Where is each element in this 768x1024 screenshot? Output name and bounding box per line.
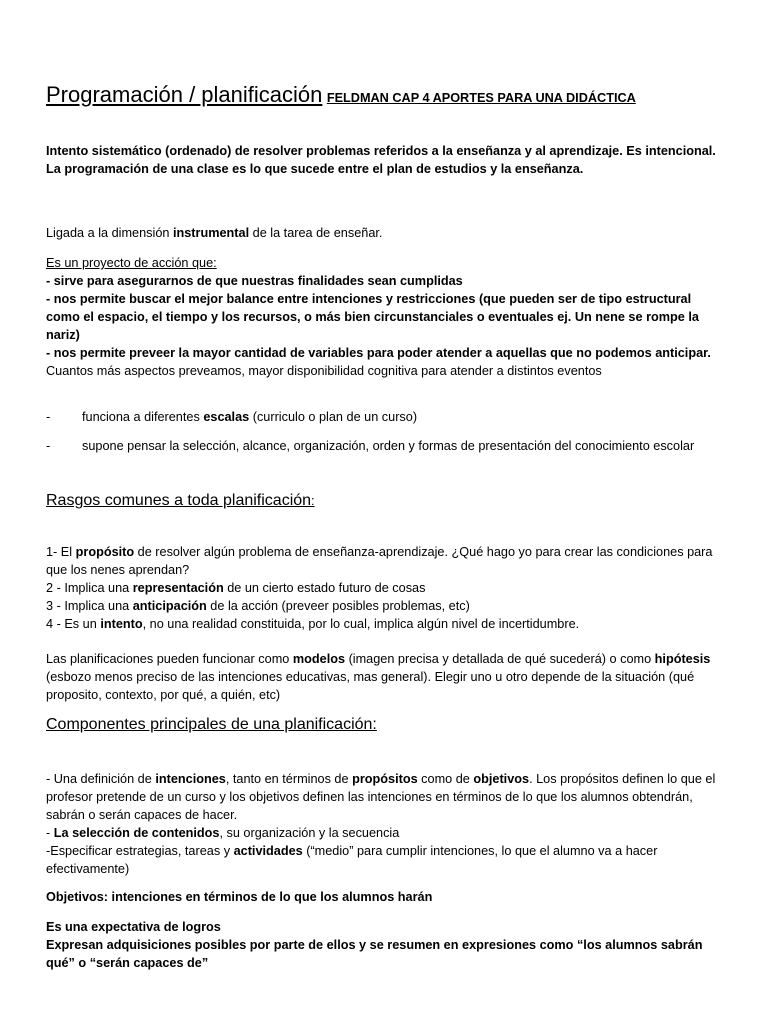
objetivos-line-3: Expresan adquisiciones posibles por parte de ellos y se resumen en expresiones como “los alumnos sabrán qué” o “serán capaces de”: [46, 938, 703, 970]
rasgos-item-4-post: , no una realidad constituida, por lo cual, implica algún nivel de incertidumbre.: [142, 617, 580, 631]
objetivos-heading: Objetivos: intenciones en términos de lo que los alumnos harán: [46, 890, 433, 904]
rasgos-item-2-bold: representación: [132, 581, 224, 595]
ligada-text: Ligada a la dimensión: [46, 226, 173, 240]
comp-1-bold-1: intenciones: [155, 772, 226, 786]
rasgos-item-4-bold: intento: [100, 617, 143, 631]
comp-3-bold-1: actividades: [233, 844, 303, 858]
comp-2-text-2: , su organización y la secuencia: [219, 826, 400, 840]
proyecto-item-2: - nos permite buscar el mejor balance entre intenciones y restricciones (que pueden ser de tipo estructural como el espacio, el tiempo y los recursos, o más bien circunstanciales o eventuales ej. Un nene se rompe la nariz): [46, 292, 699, 342]
intro-paragraph: [46, 142, 726, 178]
dash1-bold: escalas: [203, 410, 250, 424]
ligada-bold: instrumental: [172, 226, 250, 240]
rasgos-heading: [46, 492, 315, 510]
title-main: Programación / planificación: [46, 82, 323, 107]
modelos-text-2: (imagen precisa y detallada de qué sucederá) o como: [345, 652, 655, 666]
dash1-text-end: (curriculo o plan de un curso): [249, 410, 418, 424]
rasgos-item-3-post: de la acción (preveer posibles problemas, etc): [206, 599, 470, 613]
rasgos-item-2-post: de un cierto estado futuro de cosas: [223, 581, 426, 595]
componentes-heading: Componentes principales de una planificación:: [46, 716, 377, 733]
componentes-list: [46, 770, 726, 878]
proyecto-item-3-rest: Cuantos más aspectos preveamos, mayor disponibilidad cognitiva para atender a distintos eventos: [46, 364, 602, 378]
modelos-bold-1: modelos: [292, 652, 346, 666]
rasgos-item-1-pre: 1- El: [46, 545, 76, 559]
dash-item-escalas: [46, 408, 726, 426]
rasgos-heading-text: Rasgos comunes a toda planificación: [46, 492, 312, 509]
dash-item-supone: [46, 437, 726, 455]
comp-3-text-2: (“medio” para cumplir intenciones, lo que el alumno va a hacer efectivamente): [46, 844, 658, 876]
proyecto-heading: Es un proyecto de acción que:: [46, 256, 217, 270]
modelos-paragraph: [46, 650, 726, 704]
page-title: [46, 82, 636, 108]
ligada-text-end: de la tarea de enseñar.: [249, 226, 383, 240]
rasgos-list: [46, 543, 726, 633]
dash1-text: funciona a diferentes: [82, 410, 204, 424]
rasgos-item-1-bold: propósito: [75, 545, 135, 559]
proyecto-item-3: - nos permite preveer la mayor cantidad de variables para poder atender a aquellas que no podemos anticipar.: [46, 346, 711, 360]
comp-2-text-1: -: [46, 826, 54, 840]
rasgos-item-1-post: de resolver algún problema de enseñanza-aprendizaje. ¿Qué hago yo para crear las condiciones para que los nenes aprendan?: [46, 545, 713, 577]
ligada-paragraph: [46, 224, 726, 242]
proyecto-item-1: - sirve para asegurarnos de que nuestras finalidades sean cumplidas: [46, 274, 463, 288]
dash-marker: -: [46, 439, 51, 453]
comp-1-text-2: , tanto en términos de: [225, 772, 353, 786]
comp-1-bold-3: objetivos: [473, 772, 530, 786]
rasgos-item-3-bold: anticipación: [132, 599, 207, 613]
objetivos-paragraph: [46, 918, 726, 972]
intro-line-2: La programación de una clase es lo que sucede entre el plan de estudios y la enseñanza.: [46, 162, 584, 176]
comp-2-bold-1: La selección de contenidos: [53, 826, 220, 840]
comp-1-text-3: como de: [417, 772, 474, 786]
intro-line-1: Intento sistemático (ordenado) de resolver problemas referidos a la enseñanza y al aprendizaje. Es intencional.: [46, 144, 716, 158]
comp-1-text-4: . Los propósitos definen lo que el profesor pretende de un curso y los objetivos definen las intenciones en términos de lo que los alumnos obtendrán, sabrán o serán capaces de hacer.: [46, 772, 716, 822]
rasgos-item-4-pre: 4 - Es un: [46, 617, 101, 631]
rasgos-item-3-pre: 3 - Implica una: [46, 599, 133, 613]
proyecto-section: [46, 254, 726, 380]
objetivos-line-2: Es una expectativa de logros: [46, 920, 221, 934]
comp-3-text-1: -Especificar estrategias, tareas y: [46, 844, 234, 858]
title-subtitle: FELDMAN CAP 4 APORTES PARA UNA DIDÁCTICA: [326, 91, 636, 105]
dash2-text: supone pensar la selección, alcance, organización, orden y formas de presentación del conocimiento escolar: [82, 439, 695, 453]
modelos-bold-2: hipótesis: [654, 652, 711, 666]
comp-1-bold-2: propósitos: [352, 772, 418, 786]
comp-1-text-1: - Una definición de: [46, 772, 156, 786]
modelos-text-1: Las planificaciones pueden funcionar como: [46, 652, 293, 666]
rasgos-heading-colon: :: [311, 494, 315, 508]
rasgos-item-2-pre: 2 - Implica una: [46, 581, 133, 595]
modelos-text-3: (esbozo menos preciso de las intenciones educativas, mas general). Elegir uno u otro depende de la situación (qué proposito, contexto, por qué, a quién, etc): [46, 670, 695, 702]
dash-marker: -: [46, 410, 51, 424]
